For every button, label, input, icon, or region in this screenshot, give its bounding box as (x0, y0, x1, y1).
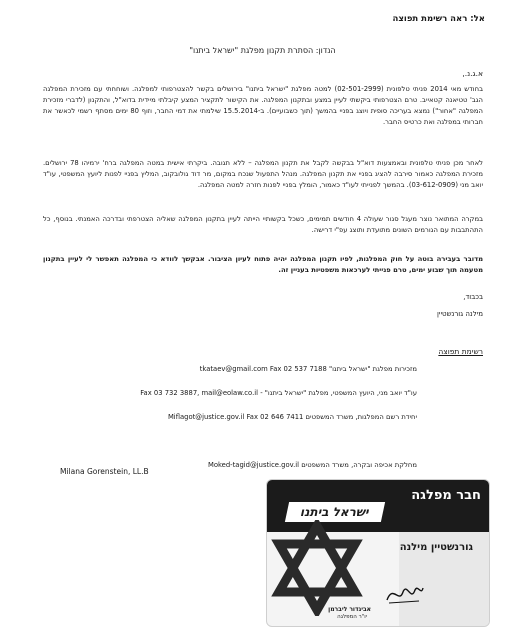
paragraph-2: לאחר מכן פניתי טלפונית ובאמצעות דוא"ל בבקשה לקבל את תקנון המפלגה – ללא תגובה. ביקרתי אישית במטה המפלגה ברח' ירמיהו 78 ירושלים. מזכירת המפלגה כאמור סירבה להציג בפניי את תקנון המפלגה. מנהל התפעול שנכח במקום, מר דוד גולובקוב, המליץ בפניי לפנות ליועץ המשפטי, עו"ד יואב מני (03-612-0909). בהמשך לפנייתי לעו"ד כאמור, הומלץ בפניי לפנות חזרה למטה המפלגה. (43, 159, 483, 189)
greeting: א.ג.נ., (462, 69, 483, 78)
distribution-item: מזכירות מפלגת "ישראל ביתנו" tkataev@gmail.com Fax 02 537 7188 (199, 365, 417, 373)
paragraph-3: במקרה המתואר נוצר מעגל סגור שעולה 4 חודשים תמימים, כשכל בקשותיי הייתה לעיין בתקנון המפלגה שאליה הצטרפתי ובדרכה האמנתי. בנוסף, כל התהתבבות עם הגורמים השונים מתועדת ותוצג עפ"י דרישה. (43, 215, 483, 234)
letter-subject: הנדון: הסתרת תקנון מפלגת "ישראל ביתנו" (189, 46, 336, 55)
latin-signature: Milana Gorenstein, LL.B (60, 467, 149, 476)
signer-name: מילנה גורנשטיין (437, 310, 483, 318)
card-signatory-title: יו"ר המפלגה (337, 614, 367, 620)
closing: בכבוד, (463, 293, 483, 301)
signature-scribble-icon (385, 582, 425, 606)
distribution-title: רשימת תפוצה (438, 347, 483, 356)
distribution-item: יחידת רשם המפלגות, משרד המשפטים Miflagot@justice.gov.il Fax 02 646 7411 (167, 413, 417, 421)
paragraph-1: בחודש מאי 2014 פניתי טלפונית (02-501-2999) למטה מפלגת "ישראל ביתנו" בירושלים בקשר להצטרפותי למפלגה. ושוחחתי עם מזכירת המפלגה הגב' טטיאנה קטאייב. טרם הצטרפותי ביקשתי לעיין במצע ובתקנון המפלגה. את הקישור לתקציר המצע קיבלתי מיידית בדוא"ל, והתקנון (לדברי מזכירת המפלגה "אחור") נמצא בעריכה סופית ויוצג בפניי בהמשך (תוך כשבועיים). ב-15.5.2014 שילמתי את דמי החבר, וזוף 80 ימים מסתף רשמי לכאשר את חברותי במפלגה ואת כרטיס החבר. (43, 85, 483, 126)
star-of-david-icon (269, 520, 365, 616)
party-logo: ישראל ביתנו (285, 502, 385, 522)
distribution-item: עו"ד יואב מני, היועץ המשפטי, מפלגת "ישראל ביתנו" - Fax 03 732 3887, mail@eolaw.co.il (140, 389, 417, 397)
recipient-line: אל: ראה רשימת תפוצה (392, 14, 485, 24)
card-member-name: גורנשטיין מילנה (399, 542, 473, 553)
paragraph-4: מדובר בעבירה בוטה על חוק המפלגות, לפיו תקנון המפלגה יהיה פתוח לעיון הציבור. אבקשך לוודא כי המפלגה תאפשר לי לעיין בתקנון מטעמה תוך שבוע ימים, טרם פנייתי לערכאות משפטיות בעניין זה. (43, 255, 483, 274)
card-signatory-name: אביגדור ליברמן (328, 606, 371, 613)
distribution-item: מחלקת אכיפה ובקרה, משרד המשפטים Moked-tagid@justice.gov.il (207, 461, 417, 469)
membership-card (266, 479, 490, 627)
card-member-label: חבר מפלגה (411, 488, 481, 503)
